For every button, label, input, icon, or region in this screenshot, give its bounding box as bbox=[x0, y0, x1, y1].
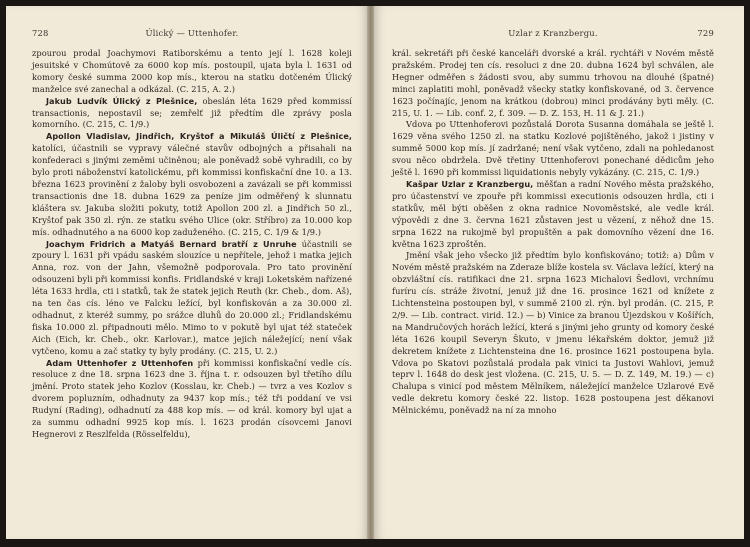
paragraph bbox=[392, 250, 714, 417]
paragraph-text: král. sekretáři při české kanceláři dvorské a král. rychtáři v Novém městě pražském. Prodej ten cís. resoluci z dne 20. dubna 1624 byl schválen, ale Hegner odměřen s žádosti svou, aby summu trhovou na dlouhé (špatné) minci zaplatiti mohl, poněvadž všecky statky konfiskované, od 3. července 1623 počínajíc, jenom na krátkou (dobrou) minci prodávány byti měly. (C. 215, U. 1. — Lib. conf. 2, f. 309. — D. Z. 153, H. 11 & J. 21.) bbox=[392, 48, 714, 118]
left-running-header bbox=[32, 28, 352, 42]
paragraph bbox=[392, 119, 714, 179]
paragraph bbox=[392, 48, 714, 119]
left-running-title: Úlický — Uttenhofer. bbox=[145, 28, 239, 38]
paragraph bbox=[32, 48, 352, 96]
paragraph-text: zpourou prodal Joachymovi Ratiborskému a tento její l. 1628 koleji jesuitské v Chomútově za 6000 kop mís. postoupil, ujata byla l. 1631 od komory české summa 2000 kop mís., kterou na statku dotčeném Úlický manželce své zanechal a odkázal. (C. 215, A. 2.) bbox=[32, 48, 352, 94]
entry-heading: Jakub Ludvík Úlický z Plešnice, bbox=[46, 95, 198, 106]
left-page-body bbox=[32, 48, 352, 441]
entry-heading: Apollon Vladislav, Jindřich, Kryštof a Mikuláš Úličtí z Plešnice, bbox=[46, 131, 352, 142]
left-page-number: 728 bbox=[32, 28, 49, 38]
right-page bbox=[374, 6, 744, 539]
paragraph-text: Vdova po Uttenhoferovi pozůstalá Dorota Susanna domáhala se ještě l. 1629 věna svého 1250 zl. na statku Kozlové pojištěného, jakož i jistiny v summě 5000 kop mís. jí zadržané; není však vytčeno, zdali na pohledanost svou něco obdržela. Dvě třetiny Uttenhoferovi ponechané dědicům jeho ještě l. 1690 při kommissi liquidationis nebyly vykázány. (C. 215, C. 1/9.) bbox=[392, 119, 714, 178]
paragraph-text: Jmění však jeho všecko již předtím bylo konfiskováno; totiž: a) Dům v Novém městě pražském na Zderaze blíže kostela sv. Václava ležící, který na obzvláštní cís. ratifikaci dne 21. srpna 1623 Michalovi Šedlovi, vrchnímu furíru cís. stráže životní, jenuž již dne 16. prosince 1621 od knížete z Lichtensteina postoupen byl, v summě 2100 zl. rýn. byl prodán. (C. 215, P. 2/9. — Lib. contract. virid. 12.) — b) Vinice za branou Újezdskou v Košířích, na Mandručových horách ležící, která s jinými jeho grunty od komory české léta 1626 koupil Severyn Škuto, v jmenu lékařském doktor, jemuž již dekretem knížete z Lichtensteina dne 16. prosince 1621 postoupena byla. Vdova po Skatovi pozůstalá prodala pak vinici ta Justovi Wahlovi, jemuž teprv l. 1648 do desk jest vložena. (C. 215, U. 5. — D. Z. 149, M. 19.) — c) Chalupa s vinicí pod městem Mělníkem, náležející manželce Uzlarové Evě vedle dekretu komory české 22. listop. 1628 postoupena jest děkanovi Mělnickému, poněvadž na ní za mnoho bbox=[392, 250, 714, 416]
right-running-header bbox=[392, 28, 714, 42]
paragraph-text: katolíci, účastnili se vypravy válečné stavův odbojných a přisahali na konfederaci s jinými zeměmi učiněnou; ale poněvadž sobě vyhradili, co by bylo proti náboženství katolickému, při kommissi konfiskační dne 10. a 13. března 1623 provinění z žaloby byli osvobozeni a zavázali se při kommissi transactionis dne 18. dubna 1629 za peníze jim odměřený k slunnatu kláštera sv. Jakuba složiti pokuty, totiž Apollon 200 zl. a Jindřich 50 zl., Kryštof pak 350 zl. rýn. ze statku svého Ulice (okr. Stříbro) za 10.000 kop mís. odhadnutého a na 6000 kop zaduženého. (C. 215, C. 1/9 & 1/9.) bbox=[32, 143, 352, 237]
paragraph-text: obeslán léta 1629 před kommissí transactionis, nepostavil se; zemřelť již předtím dle zprávy posla komorního. (C. 215, C. 1/9.) bbox=[32, 95, 352, 130]
paragraph bbox=[32, 96, 352, 132]
entry-heading: Joachym Fridrich a Matyáš Bernard bratří z Unruhe bbox=[46, 238, 297, 249]
entry-heading: Adam Uttenhofer z Uttenhofen bbox=[46, 357, 194, 368]
right-running-title: Uzlar z Kranzbergu. bbox=[508, 28, 598, 38]
right-page-number: 729 bbox=[697, 28, 714, 38]
paragraph bbox=[32, 239, 352, 358]
paragraph bbox=[392, 179, 714, 250]
entry-heading: Kašpar Uzlar z Kranzbergu, bbox=[406, 178, 534, 189]
paragraph-text: měšťan a radní Nového města pražského, pro účastenství ve zpouře při kommissi executionis odsouzen hrdla, cti i statkův, měl býti oběšen z okna radnice Novoměstské, ale vedle král. výpovědi z dne 3. června 1621 zůstaven jest u vězení, z něhož dne 15. srpna 1622 na rukojmě byl propuštěn a pak domovního vězení dne 16. května 1623 zproštěn. bbox=[392, 178, 714, 249]
left-page bbox=[6, 6, 368, 539]
paragraph bbox=[32, 131, 352, 238]
paragraph-text: při kommissi konfiskační vedle cís. resoluce z dne 18. srpna 1623 dne 3. října t. r. odsouzen byl třetího dílu jmění. Proto statek jeho Kozlov (Kosslau, kr. Cheb.) — tvrz a ves Kozlov s dvorem popluzním, odhadnuty za 9437 kop mís.; též tři poddaní ve vsi Rudyní (Rading), odhadnutí za 488 kop mís. — od král. komory byl ujat a za summu odhadní 9925 kop mís. l. 1623 prodán císovcemi Janovi Hegnerovi z Reszlfelda (Rösselfeldu), bbox=[32, 357, 352, 439]
paragraph-text: účastnili se zpoury l. 1631 při vpádu saském slouzíce u nepřítele, jehož i matka jejich Anna, roz. von der Jahn, všemožně podporovala. Pro tato provinění odsouzeni byli při kommissi konfis. Fridlandské v kraji Loketském nařízené léta 1633 hrdla, cti i statků, tak že statek jejich Reuth (kr. Cheb., dom. Aš), na ten čas cís. léno ve Falcku ležící, byl konfiskován a za 30.000 zl. odhadnut, z kteréž summy, po srážce dluhů do 20.000 zl.; Fridlandskému fiska 10.000 zl. připadnouti mělo. Mimo to v pokutě byl ujat též stateček Aich (Eich, kr. Cheb., okr. Karlovar.), matce jejich náležející; není však vytčeno, komu a zač statky ty byly prodány. (C. 215, U. 2.) bbox=[32, 238, 352, 356]
paragraph bbox=[32, 358, 352, 441]
right-page-body bbox=[392, 48, 714, 417]
